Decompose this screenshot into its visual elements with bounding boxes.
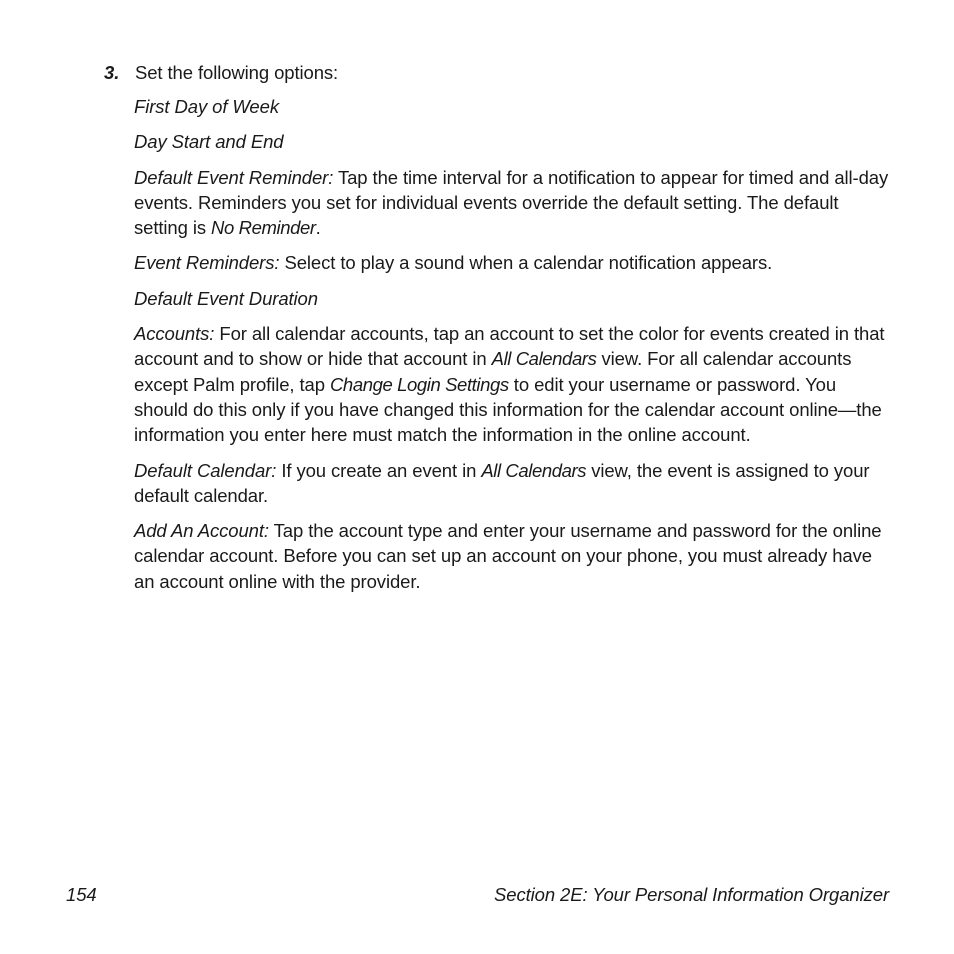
option-default-event-reminder — [134, 165, 890, 241]
page-number: 154 — [66, 884, 97, 905]
option-day-start-and-end — [134, 129, 890, 154]
option-description: Select to play a sound when a calendar notification appears. — [279, 252, 773, 274]
options-list — [134, 94, 890, 604]
option-description: view, the event is assigned to your default calendar. — [134, 459, 870, 506]
inline-term-no-reminder: No Reminder — [211, 217, 316, 239]
option-term: Add An Account: — [134, 520, 269, 542]
option-description: to edit your username or password. You should do this only if you have changed this information for the calendar account online—the information you enter here must match the information in the online account. — [134, 373, 882, 446]
option-term: Accounts: — [134, 323, 215, 345]
option-description: If you create an event in — [276, 459, 482, 481]
option-term: Default Calendar: — [134, 459, 277, 481]
option-term: Default Event Duration — [134, 287, 318, 309]
option-accounts — [134, 321, 890, 447]
section-title: Section 2E: Your Personal Information Organizer — [494, 884, 889, 905]
inline-term-all-calendars: All Calendars — [481, 459, 587, 481]
inline-term-all-calendars: All Calendars — [491, 348, 597, 370]
option-event-reminders — [134, 250, 890, 275]
option-default-event-duration — [134, 286, 890, 311]
step-text: Set the following options: — [135, 62, 339, 83]
option-default-calendar — [134, 458, 890, 509]
option-term: Day Start and End — [134, 131, 284, 153]
option-term: Default Event Reminder: — [134, 166, 334, 188]
option-first-day-of-week — [134, 94, 890, 119]
option-description: Tap the time interval for a notification to appear for timed and all-day events. Reminders you set for individual events override the default setting. The default setting is — [134, 166, 889, 239]
option-description: Tap the account type and enter your username and password for the online calendar account. Before you can set up an account on your phone, you must already have an account online with the provider. — [134, 520, 882, 592]
option-term: First Day of Week — [134, 96, 279, 117]
option-description: For all calendar accounts, tap an account to set the color for events created in that account and to show or hide that account in — [134, 323, 885, 370]
option-description: . — [315, 217, 321, 239]
option-term: Event Reminders: — [134, 252, 280, 274]
option-description: view. For all calendar accounts except Palm profile, tap — [134, 348, 852, 395]
option-add-an-account — [134, 518, 890, 594]
step-3 — [104, 60, 338, 85]
step-number: 3. — [104, 62, 120, 83]
inline-term-change-login-settings: Change Login Settings — [329, 373, 509, 395]
